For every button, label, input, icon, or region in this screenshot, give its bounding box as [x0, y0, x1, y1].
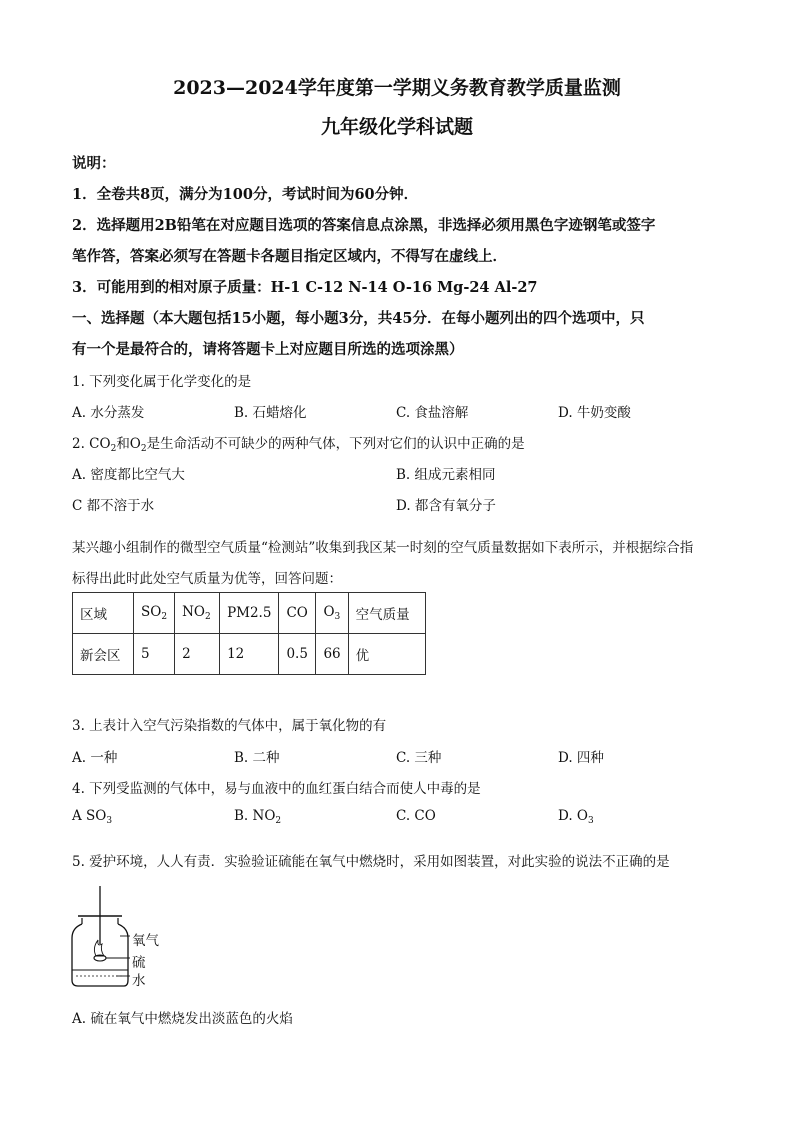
question-4-stem: 4. 下列受监测的气体中，易与血液中的血红蛋白结合而使人中毒的是: [72, 781, 481, 797]
q3-option-a: A. 一种: [72, 750, 118, 766]
header-air-quality: 空气质量: [348, 593, 425, 634]
question-1-stem: 1. 下列变化属于化学变化的是: [72, 374, 252, 390]
header-so2: $SO_2$: [134, 593, 175, 634]
section-heading-line2: 有一个是最符合的，请将答题卡上对应题目所选的选项涂黑）: [72, 341, 464, 358]
cell-air-quality: 优: [348, 634, 425, 675]
q3-option-b: B. 二种: [234, 750, 280, 766]
q1-option-c: C. 食盐溶解: [396, 405, 469, 421]
air-quality-table: [72, 592, 426, 675]
header-no2: $NO_2$: [175, 593, 220, 634]
q3-option-c: C. 三种: [396, 750, 442, 766]
cell-so2: 5: [134, 634, 175, 675]
cell-co: 0.5: [279, 634, 316, 675]
label-water: 水: [132, 973, 146, 989]
exam-title: 2023—2024学年度第一学期义务教育教学质量监测: [173, 77, 621, 99]
cell-region: 新会区: [73, 634, 134, 675]
question-2-stem: 2. $CO_2$和$O_2$是生命活动不可缺少的两种气体，下列对它们的认识中正确的是: [72, 436, 525, 454]
context-line2: 标得出此时此处空气质量为优等，回答问题：: [72, 571, 342, 587]
label-sulfur: 硫: [132, 955, 146, 971]
header-o3: $O_3$: [316, 593, 348, 634]
q1-option-b: B. 石蜡熔化: [234, 405, 307, 421]
note-2-line1: 2．选择题用2B铅笔在对应题目选项的答案信息点涂黑，非选择必须用黑色字迹钢笔或签字: [72, 217, 656, 234]
q1-option-a: A. 水分蒸发: [72, 405, 145, 421]
note-2-line2: 笔作答，答案必须写在答题卡各题目指定区域内，不得写在虚线上．: [72, 248, 507, 265]
q2-option-c: C 都不溶于水: [72, 498, 155, 514]
q5-option-a: A. 硫在氧气中燃烧发出淡蓝色的火焰: [72, 1011, 293, 1027]
label-oxygen: 氧气: [132, 933, 159, 949]
note-3: 3．可能用到的相对原子质量：H-1 C-12 N-14 O-16 Mg-24 Al-27: [72, 279, 538, 296]
table-row: [73, 634, 426, 675]
q4-option-b: B. $NO_2$: [234, 808, 282, 826]
cell-o3: 66: [316, 634, 348, 675]
header-pm25: PM2.5: [220, 593, 279, 634]
q4-option-c: C. CO: [396, 808, 436, 824]
cell-no2: 2: [175, 634, 220, 675]
header-region: 区域: [73, 593, 134, 634]
cell-pm25: 12: [220, 634, 279, 675]
q2-option-a: A. 密度都比空气大: [72, 467, 185, 483]
note-1: 1．全卷共8页，满分为100分，考试时间为60分钟．: [72, 186, 419, 203]
question-5-stem: 5. 爱护环境，人人有责．实验验证硫能在氧气中燃烧时，采用如图装置，对此实验的说法不正确的是: [72, 854, 670, 870]
section-heading-line1: 一、选择题（本大题包括15小题，每小题3分，共45分．在每小题列出的四个选项中，只: [72, 310, 645, 327]
q4-option-d: D. $O_3$: [558, 808, 594, 826]
header-co: CO: [279, 593, 316, 634]
exam-subtitle: 九年级化学科试题: [320, 116, 473, 138]
q4-option-a: A $SO_3$: [72, 808, 113, 826]
question-3-stem: 3. 上表计入空气污染指数的气体中，属于氧化物的有: [72, 718, 387, 734]
q3-option-d: D. 四种: [558, 750, 604, 766]
context-line1: 某兴趣小组制作的微型空气质量“检测站”收集到我区某一时刻的空气质量数据如下表所示，并根据综合指: [72, 540, 694, 556]
q2-option-b: B. 组成元素相同: [396, 467, 496, 483]
q1-option-d: D. 牛奶变酸: [558, 405, 631, 421]
notes-heading: 说明：: [72, 155, 116, 172]
table-header-row: [73, 593, 426, 634]
q2-option-d: D. 都含有氧分子: [396, 498, 496, 514]
